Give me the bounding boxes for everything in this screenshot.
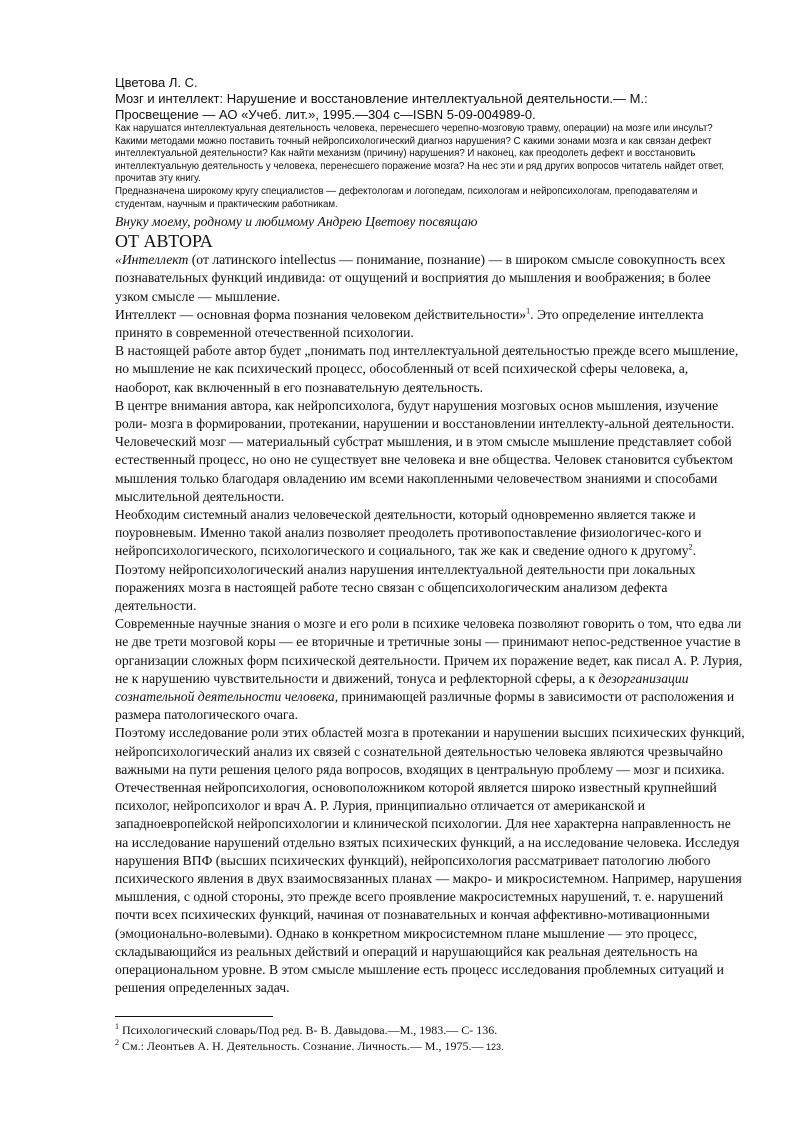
footnote-ref-2[interactable]: 2 — [688, 542, 693, 552]
footnote-separator — [115, 1016, 273, 1017]
footnotes — [115, 1022, 747, 1055]
book-title-line-1: Мозг и интеллект: Нарушение и восстановление интеллектуальной деятельности.— М.: — [115, 91, 648, 106]
book-author: Цветова Л. С. — [115, 75, 198, 90]
paragraph-3: В настоящей работе автор будет „понимать под интеллектуальной деятельностью прежде всего мышление, но мышление не как психический процесс, обособленный от всей психической сферы человека, а, наоборот, как включенный в его познавательную деятельность. — [115, 343, 739, 395]
paragraph-5: Человеческий мозг — материальный субстрат мышления, и в этом смысле мышление представляет собой естественный процесс, но оно не существует вне человека и вне общества. Человек становится субъектом мышления только благодаря овладению им всеми накопленными человечеством знаниями и способами мыслительной деятельности. — [115, 434, 733, 504]
paragraph-2: Интеллект — основная форма познания человеком действительности»$^1$. Это определение интеллекта принято в современной отечественной психологии. — [115, 306, 704, 340]
italic-emphasis: дезорганизации сознательной деятельности человека, — [115, 670, 689, 705]
paragraph-4: В центре внимания автора, как нейропсихолога, будут нарушения мозговых основ мышления, изучение роли- мозга в формировании, протекании, нарушении и восстановлении интеллекту-альной деятельности. — [115, 397, 735, 431]
footnote-ref-1[interactable]: 1 — [526, 306, 531, 316]
paragraph-6: Необходим системный анализ человеческой деятельности, который одновременно является также и поуровневым. Именно такой анализ позволяет преодолеть противопоставление физиологичес-кого и нейропсихологического, психологического и социального, так же как и сведение одного к другому$^2$. Поэтому нейропсихологический анализ нарушения интеллектуальной деятельности при локальных поражениях мозга в настоящей работе тесно связан с общепсихологическим анализом дефекта деятельности. — [115, 507, 702, 614]
book-annotation: Как нарушатся интеллектуальная деятельность человека, перенесшего черепно-мозговую травму, операции) на мозге или инсульт? Какими методами можно поставить точный нейропсихологический диагноз нарушения? С какими зонами мозга и как связан дефект интеллектуальной деятельности? Как найти механизм (причину) нарушения? И наконец, как преодолеть дефект и восстановить интеллектуальную деятельность у человека, перенесшего поражение мозга? На нес эти и ряд других вопросов читатель найдет ответ, прочитав эту книгу. — [115, 123, 725, 185]
footnote-1: $^1$ Психологический словарь/Под ред. В- В. Давыдова.—М., 1983.— С- 136. — [115, 1022, 498, 1037]
intellect-term: «Интеллект — [115, 252, 189, 268]
section-heading: ОТ АВТОРА — [115, 231, 213, 252]
paragraph-8: Поэтому исследование роли этих областей мозга в протекании и нарушении высших психических функций, нейропсихологический анализ их связей с сознательной деятельностью человека являются чрезвычайно важными на пути решения целого ряда вопросов, входящих в центральную проблему — мозг и психика. — [115, 725, 745, 777]
paragraph-1: «Интеллект (от латинского intellectus — понимание, познание) — в широком смысле совокупность всех познавательных функций индивида: от ощущений и восприятия до мышления и воображения; в более узком смысле — мышление. — [115, 252, 726, 304]
document-page — [115, 74, 747, 997]
book-audience: Предназначена широкому кругу специалистов — дефектологам и логопедам, психологам и нейропсихологам, преподавателям и студентам, научным и практическим работникам. — [115, 185, 698, 210]
paragraph-9: Отечественная нейропсихология, основоположником которой является широко известный крупнейший психолог, нейропсихолог и врач А. Р. Лурия, принципиально отличается от американской и западноевропейской нейропсихологии и клинической психологии. Для нее характерна направленность не на исследование нарушений отдельно взятых психических функций, а на исследование человека. Исследуя нарушения ВПФ (высших психических функций), нейропсихология рассматривает патологию любого психического явления в двух взаимосвязанных планах — макро- и микросистемном. Например, нарушения мышления, с одной стороны, это прежде всего проявление макросистемных нарушений, т. е. нарушений почти всех психических функций, начиная от познавательных и кончая аффективно-мотивационными (эмоционально-волевыми). Однако в конкретном микросистемном плане мышление — это процесс, складывающийся из реальных действий и операций и нарушающийся как реальная деятельность на операциональном уровне. В этом смысле мышление есть процесс исследования проблемных ситуаций и решения определенных задач. — [115, 780, 742, 996]
footnote-2: $^2$ См.: Леонтьев А. Н. Деятельность. Сознание. Личность.— М., 1975.— 123. — [115, 1038, 504, 1053]
book-title-line-2: Просвещение — АО «Учеб. лит.», 1995.—304 с—ISBN 5-09-004989-0. — [115, 107, 536, 122]
paragraph-7: Современные научные знания о мозге и его роли в психике человека позволяют говорить о том, что едва ли не две трети мозговой коры — ее вторичные и третичные зоны — принимают непос-редственное участие в организации сложных форм психической деятельности. Причем их поражение ведет, как писал А. Р. Лурия, не к нарушению чувствительности и движений, тонуса и рефлекторной сферы, а к дезорганизации сознательной деятельности человека, принимающей различные формы в зависимости от расположения и размера патологического очага. — [115, 616, 743, 723]
dedication: Внуку моему, родному и любимому Андрею Цветову посвящаю — [115, 214, 478, 230]
